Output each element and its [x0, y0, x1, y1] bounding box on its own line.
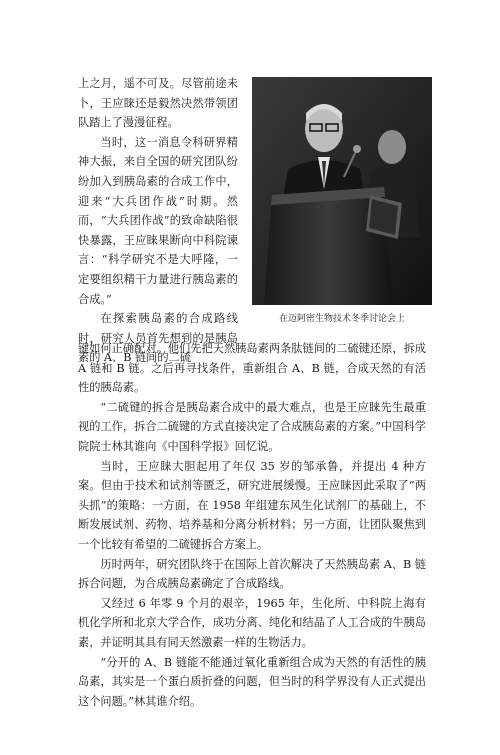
paragraph: 当时，这一消息令科研界精神大振，来自全国的研究团队纷纷加入到胰岛素的合成工作中，迎来“大兵团作战”时期。然而，“大兵团作战”的致命缺陷很快暴露，王应睐果断向中科院谏言：“科学研究不是大呼隆，一定要组织精干力量进行胰岛素的合成。”: [78, 135, 238, 306]
photo: [252, 77, 432, 305]
paragraph: 又经过 6 年零 9 个月的艰辛，1965 年，生化所、中科院上海有机化学所和北京大学合作，成功分离、纯化和结晶了人工合成的牛胰岛素，并证明其具有同天然激素一样的生物活力。: [78, 596, 426, 649]
left-column-text: [78, 74, 238, 368]
paragraph: 上之月，遥不可及。尽管前途未卜，王应睐还是毅然决然带领团队踏上了漫漫征程。: [78, 77, 238, 130]
paragraph: “二硫键的拆合是胰岛素合成中的最大难点，也是王应睐先生最重视的工作，拆合二硫键的方式直接决定了合成胰岛素的方案。”中国科学院院士林其谁向《中国科学报》回忆说。: [78, 400, 426, 453]
paragraph: “分开的 A、B 链能不能通过氧化重新组合成为天然的有活性的胰岛素，其实是一个蛋白质折叠的问题，但当时的科学界没有人正式提出这个问题。”林其谁介绍。: [78, 655, 426, 708]
body-text: [78, 339, 426, 711]
paragraph: 历时两年，研究团队终于在国际上首次解决了天然胰岛素 A、B 链拆合问题，为合成胰岛素确定了合成路线。: [78, 557, 426, 591]
figure-caption: 在迈阿密生物技术冬季讨论会上: [278, 314, 405, 324]
paragraph: 键如何正确配对。他们先把天然胰岛素两条肽链间的二硫键还原，拆成 A 链和 B 链。之后再寻找条件，重新组合 A、B 链，合成天然的有活性的胰岛素。: [78, 342, 426, 395]
photo-figure: [252, 77, 432, 324]
speaker-at-podium-photo: [252, 77, 432, 305]
paragraph: 在探索胰岛素的合成路线时，研究人员首先想到的是胰岛素的 A、B 链间的二硫: [78, 312, 238, 365]
paragraph: 当时，王应睐大胆起用了年仅 35 岁的邹承鲁，并提出 4 种方案。但由于技术和试剂等匮乏，研究进展缓慢。王应睐因此采取了“两头抓”的策略：一方面，在 1958 年组建东风生化试剂厂的基础上，不断发展试剂、药物、培养基和分离分析材料；另一方面，让团队聚焦到一个比较有希望的二硫键拆合方案上。: [78, 459, 426, 551]
